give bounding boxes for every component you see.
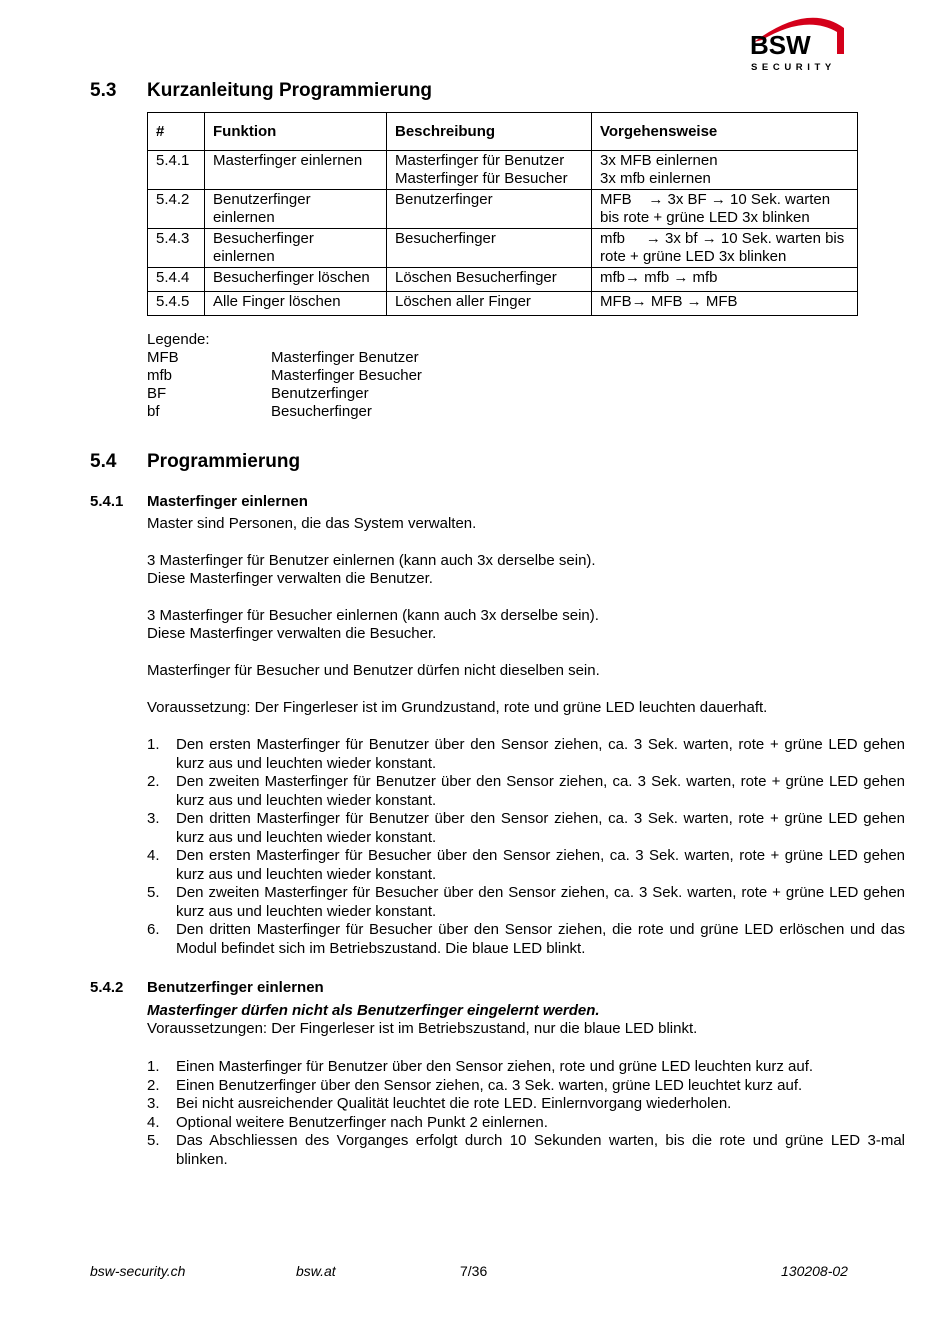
list-item-text: Den ersten Masterfinger für Benutzer über den Sensor ziehen, ca. 3 Sek. warten, rote + grüne LED gehen kurz aus und leuchten wieder konstant. [176, 736, 905, 772]
table-header-row [148, 113, 858, 151]
list-item [147, 921, 905, 958]
table-cell: Besucherfinger löschen [205, 268, 387, 292]
paragraph: Voraussetzungen: Der Fingerleser ist im Betriebszustand, nur die blaue LED blinkt. [147, 1020, 698, 1037]
table-cell: 5.4.2 [148, 190, 205, 229]
table-row [148, 190, 858, 229]
paragraph: Diese Masterfinger verwalten die Benutzer. [147, 570, 433, 587]
table-header-cell: # [148, 113, 205, 151]
list-item-number: 1. [147, 1058, 160, 1075]
list-item-text: Bei nicht ausreichender Qualität leuchtet die rote LED. Einlernvorgang wiederholen. [176, 1095, 732, 1112]
table-header-cell: Beschreibung [387, 113, 592, 151]
list-item-number: 5. [147, 884, 160, 901]
list-item [147, 736, 905, 773]
table-cell: 5.4.4 [148, 268, 205, 292]
list-item [147, 1132, 905, 1169]
list-item [147, 884, 905, 921]
quick-reference-table [147, 112, 858, 316]
legend-key: MFB [147, 349, 179, 366]
list-item-number: 5. [147, 1132, 160, 1149]
legend-key: mfb [147, 367, 173, 384]
list-item [147, 1114, 905, 1133]
list-item [147, 773, 905, 810]
list-item-text: Den zweiten Masterfinger für Benutzer über den Sensor ziehen, ca. 3 Sek. warten, rote + grüne LED gehen kurz aus und leuchten wieder konstant. [176, 773, 905, 809]
document-code: 130208-02 [781, 1263, 848, 1279]
paragraph: Voraussetzung: Der Fingerleser ist im Grundzustand, rote und grüne LED leuchten dauerhaft. [147, 699, 768, 716]
table-cell: MFB → 3x BF → 10 Sek. warten bis rote + grüne LED 3x blinken [592, 190, 858, 229]
table-cell: mfb→ mfb → mfb [592, 268, 858, 292]
table-cell: Besucherfinger einlernen [205, 229, 387, 268]
table-header-cell: Funktion [205, 113, 387, 151]
table-cell: 3x MFB einlernen 3x mfb einlernen [592, 151, 858, 190]
section-heading-5-4-1: 5.4.1 Masterfinger einlernen [90, 493, 308, 510]
warning-text: Masterfinger dürfen nicht als Benutzerfinger eingelernt werden. [147, 1002, 600, 1019]
table-cell: 5.4.5 [148, 292, 205, 316]
list-item-text: Den dritten Masterfinger für Besucher über den Sensor ziehen, die rote und grüne LED erlöschen und das Modul befindet sich im Betriebszustand. Die blaue LED blinkt. [176, 921, 905, 957]
list-item-text: Optional weitere Benutzerfinger nach Punkt 2 einlernen. [176, 1113, 548, 1131]
list-item-number: 2. [147, 773, 160, 790]
legend-key: BF [147, 385, 167, 402]
table-cell: 5.4.1 [148, 151, 205, 190]
table-cell: Benutzerfinger [387, 190, 592, 229]
list-item-text: Den dritten Masterfinger für Benutzer über den Sensor ziehen, ca. 3 Sek. warten, rote + grüne LED gehen kurz aus und leuchten wieder konstant. [176, 810, 905, 846]
section-heading-5-4: 5.4 Programmierung [90, 451, 301, 472]
legend-title: Legende: [147, 331, 210, 348]
list-item-number: 3. [147, 1095, 160, 1112]
paragraph: Diese Masterfinger verwalten die Besucher. [147, 625, 437, 642]
list-item-number: 2. [147, 1076, 160, 1094]
table-row [148, 229, 858, 268]
table-cell: Besucherfinger [387, 229, 592, 268]
table-cell: Benutzerfinger einlernen [205, 190, 387, 229]
list-item-number: 4. [147, 1113, 160, 1131]
list-item-number: 3. [147, 810, 160, 827]
legend-value: Besucherfinger [271, 403, 372, 420]
table-cell: 5.4.3 [148, 229, 205, 268]
list-item-number: 1. [147, 736, 160, 753]
legend-value: Masterfinger Benutzer [271, 349, 419, 366]
legend-key: bf [147, 403, 160, 420]
list-item [147, 1095, 905, 1114]
paragraph: Masterfinger für Besucher und Benutzer dürfen nicht dieselben sein. [147, 662, 600, 679]
table-cell: Löschen aller Finger [387, 292, 592, 316]
table-cell: Masterfinger für Benutzer Masterfinger für Besucher [387, 151, 592, 190]
list-item-number: 4. [147, 847, 160, 864]
table-cell: Masterfinger einlernen [205, 151, 387, 190]
paragraph: Master sind Personen, die das System verwalten. [147, 515, 477, 532]
svg-text:BSW: BSW [750, 30, 811, 60]
list-item-text: Den zweiten Masterfinger für Besucher über den Sensor ziehen, ca. 3 Sek. warten, rote + grüne LED gehen kurz aus und leuchten wieder konstant. [176, 884, 905, 920]
table-row [148, 268, 858, 292]
footer-website-at: bsw.at [296, 1263, 336, 1279]
steps-list-5-4-1 [147, 736, 905, 958]
list-item-text: Das Abschliessen des Vorganges erfolgt durch 10 Sekunden warten, bis die rote und grüne LED 3-mal blinken. [176, 1132, 905, 1168]
paragraph: 3 Masterfinger für Benutzer einlernen (kann auch 3x derselbe sein). [147, 552, 596, 569]
legend-value: Masterfinger Besucher [271, 367, 422, 384]
table-cell: mfb → 3x bf → 10 Sek. warten bis rote + grüne LED 3x blinken [592, 229, 858, 268]
footer-website-ch: bsw-security.ch [90, 1263, 186, 1279]
table-cell: Löschen Besucherfinger [387, 268, 592, 292]
svg-text:SECURITY: SECURITY [751, 62, 836, 73]
list-item-text: Einen Masterfinger für Benutzer über den Sensor ziehen, rote und grüne LED leuchten kurz auf. [176, 1058, 814, 1075]
list-item [147, 1077, 905, 1096]
section-heading-5-4-2: 5.4.2 Benutzerfinger einlernen [90, 979, 324, 996]
list-item-text: Den ersten Masterfinger für Besucher über den Sensor ziehen, ca. 3 Sek. warten, rote + grüne LED gehen kurz aus und leuchten wieder konstant. [176, 847, 905, 883]
steps-list-5-4-2 [147, 1058, 905, 1169]
table-row [148, 292, 858, 316]
table-cell: Alle Finger löschen [205, 292, 387, 316]
section-heading-5-3: 5.3 Kurzanleitung Programmierung [90, 80, 433, 101]
list-item-text: Einen Benutzerfinger über den Sensor ziehen, ca. 3 Sek. warten, grüne LED leuchtet kurz auf. [176, 1076, 803, 1094]
table-header-cell: Vorgehensweise [592, 113, 858, 151]
list-item [147, 810, 905, 847]
bsw-security-logo [748, 10, 850, 74]
list-item [147, 847, 905, 884]
list-item-number: 6. [147, 921, 160, 938]
paragraph: 3 Masterfinger für Besucher einlernen (kann auch 3x derselbe sein). [147, 607, 599, 624]
page-number: 7/36 [460, 1263, 488, 1279]
list-item [147, 1058, 905, 1077]
table-row [148, 151, 858, 190]
legend-value: Benutzerfinger [271, 385, 369, 402]
table-cell: MFB→ MFB → MFB [592, 292, 858, 316]
